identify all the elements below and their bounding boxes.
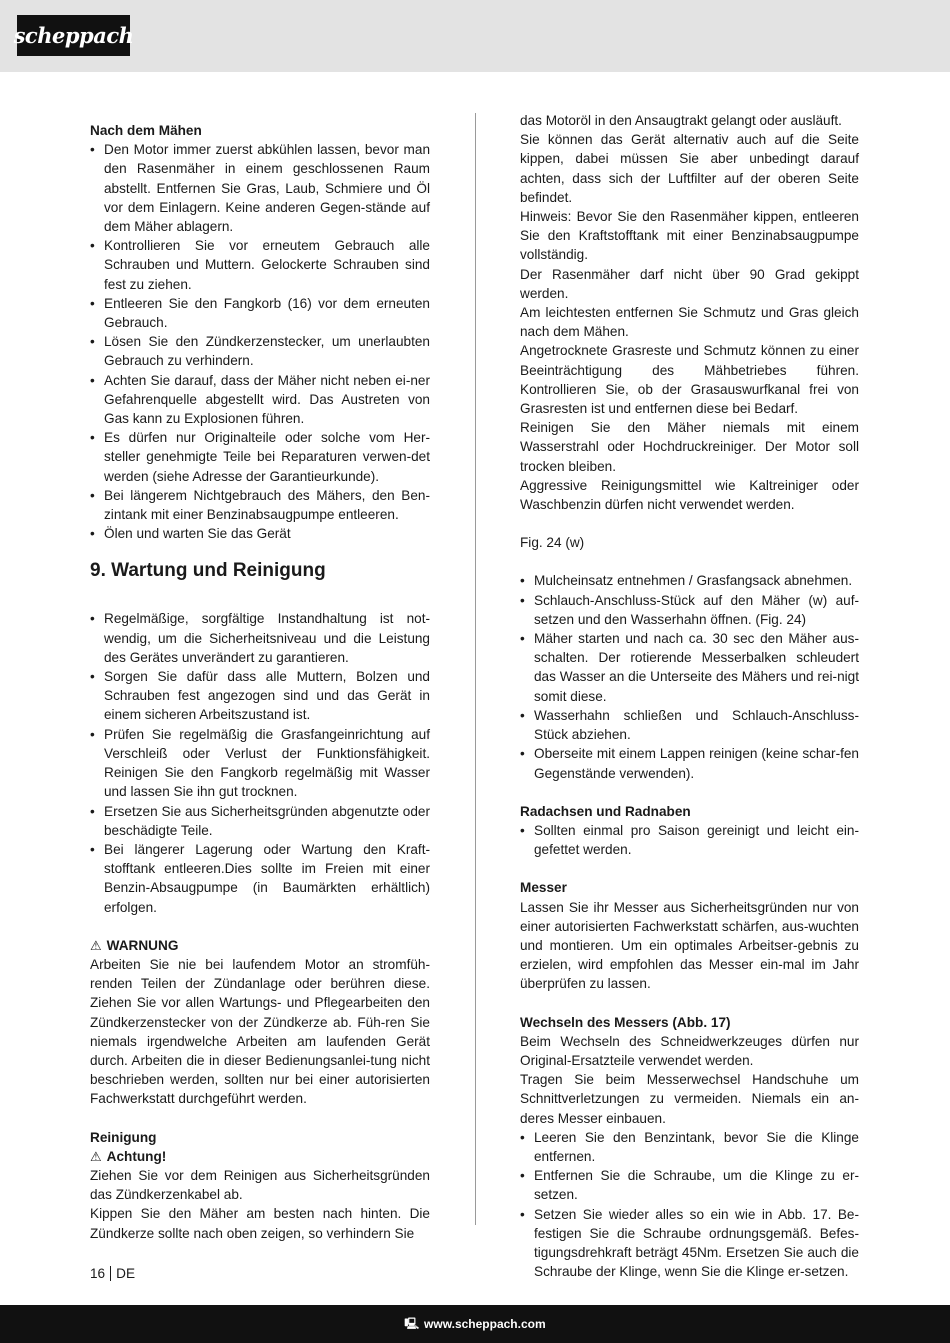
cleaning-heading: Reinigung: [90, 1129, 157, 1145]
list-item: • Setzen Sie wieder alles so ein wie in Abb. 17. Be-festigen Sie die Schraube ordnungsgemäß. Befes-tigungsdrehkraft beträgt 45Nm. Ersetzen Sie auch die Schraube der Klinge, wenn Sie die Klinge er-setzen.: [520, 1205, 859, 1282]
page-number-value: 16: [90, 1266, 106, 1281]
section-title: 9. Wartung und Reinigung: [90, 560, 326, 582]
page-number: [90, 1266, 135, 1281]
list-item: • Mulcheinsatz entnehmen / Grasfangsack abnehmen.: [520, 571, 859, 590]
scheppach-logo: scheppach: [17, 15, 130, 56]
separator-bar: [110, 1266, 111, 1281]
warning-triangle-icon: ⚠: [90, 937, 102, 953]
blade-change-heading: Wechseln des Messers (Abb. 17): [520, 1014, 731, 1030]
blade-change-text: Tragen Sie beim Messerwechsel Handschuhe um Schnittverletzungen zu vermeiden. Niemals ein an-deres Messer einbauen.: [520, 1072, 859, 1126]
axles-list: [520, 821, 859, 859]
paragraph: das Motoröl in den Ansaugtrakt gelangt oder ausläuft.: [520, 113, 842, 128]
warning-triangle-icon: ⚠: [90, 1148, 102, 1164]
warning-text: Arbeiten Sie nie bei laufendem Motor an stromfüh-renden Teilen der Zündanlage oder berühren diese. Ziehen Sie vor allen Wartungs- und Pflegearbeiten den Zündkerzenstecker von der Zündkerze ab. Füh-ren Sie niemals irgendwelche Arbeiten am laufenden Gerät durch. Arbeiten die in dieser Bedienungsanlei-tung nicht beschrieben werden, sollten nur bei einer autorisierten Fachwerkstatt durchgeführt werden.: [90, 956, 430, 1107]
cleaning-text: Kippen Sie den Mäher am besten nach hinten. Die Zündkerze sollte nach oben zeigen, so verhindern Sie: [90, 1206, 430, 1241]
list-item: • Mäher starten und nach ca. 30 sec den Mäher aus-schalten. Der rotierende Messerbalken schleudert das Wasser an die Unterseite des Mähers und rei-nigt somit diese.: [520, 629, 859, 706]
list-item: • Prüfen Sie regelmäßig die Grasfangeinrichtung auf Verschleiß oder Verlust der Funktionsfähigkeit. Reinigen Sie den Fangkorb regelmäßig mit Wasser und lassen Sie ihn gut trocknen.: [90, 725, 430, 802]
list-item: • Wasserhahn schließen und Schlauch-Anschluss-Stück abziehen.: [520, 706, 859, 744]
list-item: • Regelmäßige, sorgfältige Instandhaltung ist not-wendig, um die Sicherheitsniveau und die Leistung des Gerätes unverändert zu garantieren.: [90, 609, 430, 667]
list-item: • Kontrollieren Sie vor erneutem Gebrauch alle Schrauben und Muttern. Gelockerte Schrauben sind fest zu ziehen.: [90, 236, 430, 294]
caution-title: Achtung!: [106, 1148, 167, 1164]
list-item: • Es dürfen nur Originalteile oder solche vom Her-steller genehmigte Teile bei Reparaturen verwen-det werden (siehe Adresse der Garantieurkunde).: [90, 428, 430, 486]
blade-text: Lassen Sie ihr Messer aus Sicherheitsgründen nur von einer autorisierten Fachwerkstatt schärfen, aus-wuchten und montieren. Um ein optimales Arbeitser-gebnis zu erzielen, wird empfohlen das Messer ein-mal im Jahr überprüfen zu lassen.: [520, 899, 859, 992]
footer-band: [0, 1305, 950, 1343]
list-item: • Achten Sie darauf, dass der Mäher nicht neben ei-ner Gefahrenquelle abgestellt wird. Das Austreten von Gas kann zu Explosionen führen.: [90, 371, 430, 429]
warning-heading: [90, 936, 430, 955]
header-band: [0, 0, 950, 72]
website-link[interactable]: www.scheppach.com: [424, 1317, 546, 1331]
list-item: • Lösen Sie den Zündkerzenstecker, um unerlaubten Gebrauch zu verhindern.: [90, 332, 430, 370]
list-item: • Ersetzen Sie aus Sicherheitsgründen abgenutzte oder beschädigte Teile.: [90, 802, 430, 840]
language-code: DE: [116, 1266, 136, 1281]
list-item: • Sorgen Sie dafür dass alle Muttern, Bolzen und Schrauben fest angezogen sind und das Gerät in einem sicheren Arbeitszustand ist.: [90, 667, 430, 725]
column-divider: [475, 113, 476, 1225]
list-item: • Schlauch-Anschluss-Stück auf den Mäher (w) auf-setzen und den Wasserhahn öffnen. (Fig. 24): [520, 591, 859, 629]
paragraph: Angetrocknete Grasreste und Schmutz können zu einer Beeinträchtigung des Mähbetriebes führen. Kontrollieren Sie, ob der Grasauswurfkanal frei von Grasresten ist und entfernen diese bei Bedarf.: [520, 343, 859, 417]
right-column: [520, 111, 859, 1281]
axles-heading: Radachsen und Radnaben: [520, 803, 691, 819]
caution-heading: [90, 1147, 430, 1166]
wash-list: [520, 571, 859, 782]
blade-change-text: Beim Wechseln des Schneidwerkzeuges dürfen nur Original-Ersatzteile verwendet werden.: [520, 1033, 859, 1068]
paragraph: Sie können das Gerät alternativ auch auf die Seite kippen, dabei müssen Sie aber unbedingt darauf achten, dass sich der Luftfilter auf der oberen Seite befindet.: [520, 132, 859, 205]
after-mowing-heading: Nach dem Mähen: [90, 123, 202, 138]
blade-heading: Messer: [520, 880, 567, 896]
list-item: • Sollten einmal pro Saison gereinigt und leicht ein-gefettet werden.: [520, 821, 859, 859]
paragraph: Aggressive Reinigungsmittel wie Kaltreiniger oder Waschbenzin dürfen nicht verwendet werden.: [520, 477, 859, 513]
after-mowing-list: [90, 140, 430, 543]
paragraph: Der Rasenmäher darf nicht über 90 Grad gekippt werden.: [520, 266, 859, 301]
paragraph: Hinweis: Bevor Sie den Rasenmäher kippen, entleeren Sie den Kraftstofftank mit einer Benzinabsaugpumpe vollständig.: [520, 209, 859, 263]
paragraph: Am leichtesten entfernen Sie Schmutz und Gras gleich nach dem Mähen.: [520, 305, 859, 340]
list-item: • Entfernen Sie die Schraube, um die Klinge zu er-setzen.: [520, 1166, 859, 1204]
monitor-icon: 🖳: [404, 1317, 420, 1330]
list-item: • Bei längerem Nichtgebrauch des Mähers, den Ben-zintank mit einer Benzinabsaugpumpe entleeren.: [90, 486, 430, 524]
list-item: • Oberseite mit einem Lappen reinigen (keine schar-fen Gegenstände verwenden).: [520, 744, 859, 782]
cleaning-text: Ziehen Sie vor dem Reinigen aus Sicherheitsgründen das Zündkerzenkabel ab.: [90, 1167, 430, 1203]
figure-caption: Fig. 24 (w): [520, 535, 585, 551]
left-column: [90, 121, 430, 1243]
list-item: • Leeren Sie den Benzintank, bevor Sie die Klinge entfernen.: [520, 1128, 859, 1166]
list-item: • Bei längerer Lagerung oder Wartung den Kraft-stofftank entleeren.Dies sollte im Freien mit einer Benzin-Absaugpumpe (in Baumärkten erhältlich) erfolgen.: [90, 840, 430, 917]
maintenance-list: [90, 609, 430, 916]
list-item: • Entleeren Sie den Fangkorb (16) vor dem erneuten Gebrauch.: [90, 294, 430, 332]
paragraph: Reinigen Sie den Mäher niemals mit einem Wasserstrahl oder Hochdruckreiniger. Der Motor soll trocken bleiben.: [520, 420, 859, 474]
list-item: • Ölen und warten Sie das Gerät: [90, 524, 430, 543]
warning-title: WARNUNG: [106, 937, 179, 953]
blade-change-list: [520, 1128, 859, 1282]
list-item: • Den Motor immer zuerst abkühlen lassen, bevor man den Rasenmäher in einem geschlossenen Raum abstellt. Entfernen Sie Gras, Laub, Schmiere und Öl vor dem Einlagern. Keine anderen Gegen-stände auf dem Mäher ablagern.: [90, 140, 430, 236]
